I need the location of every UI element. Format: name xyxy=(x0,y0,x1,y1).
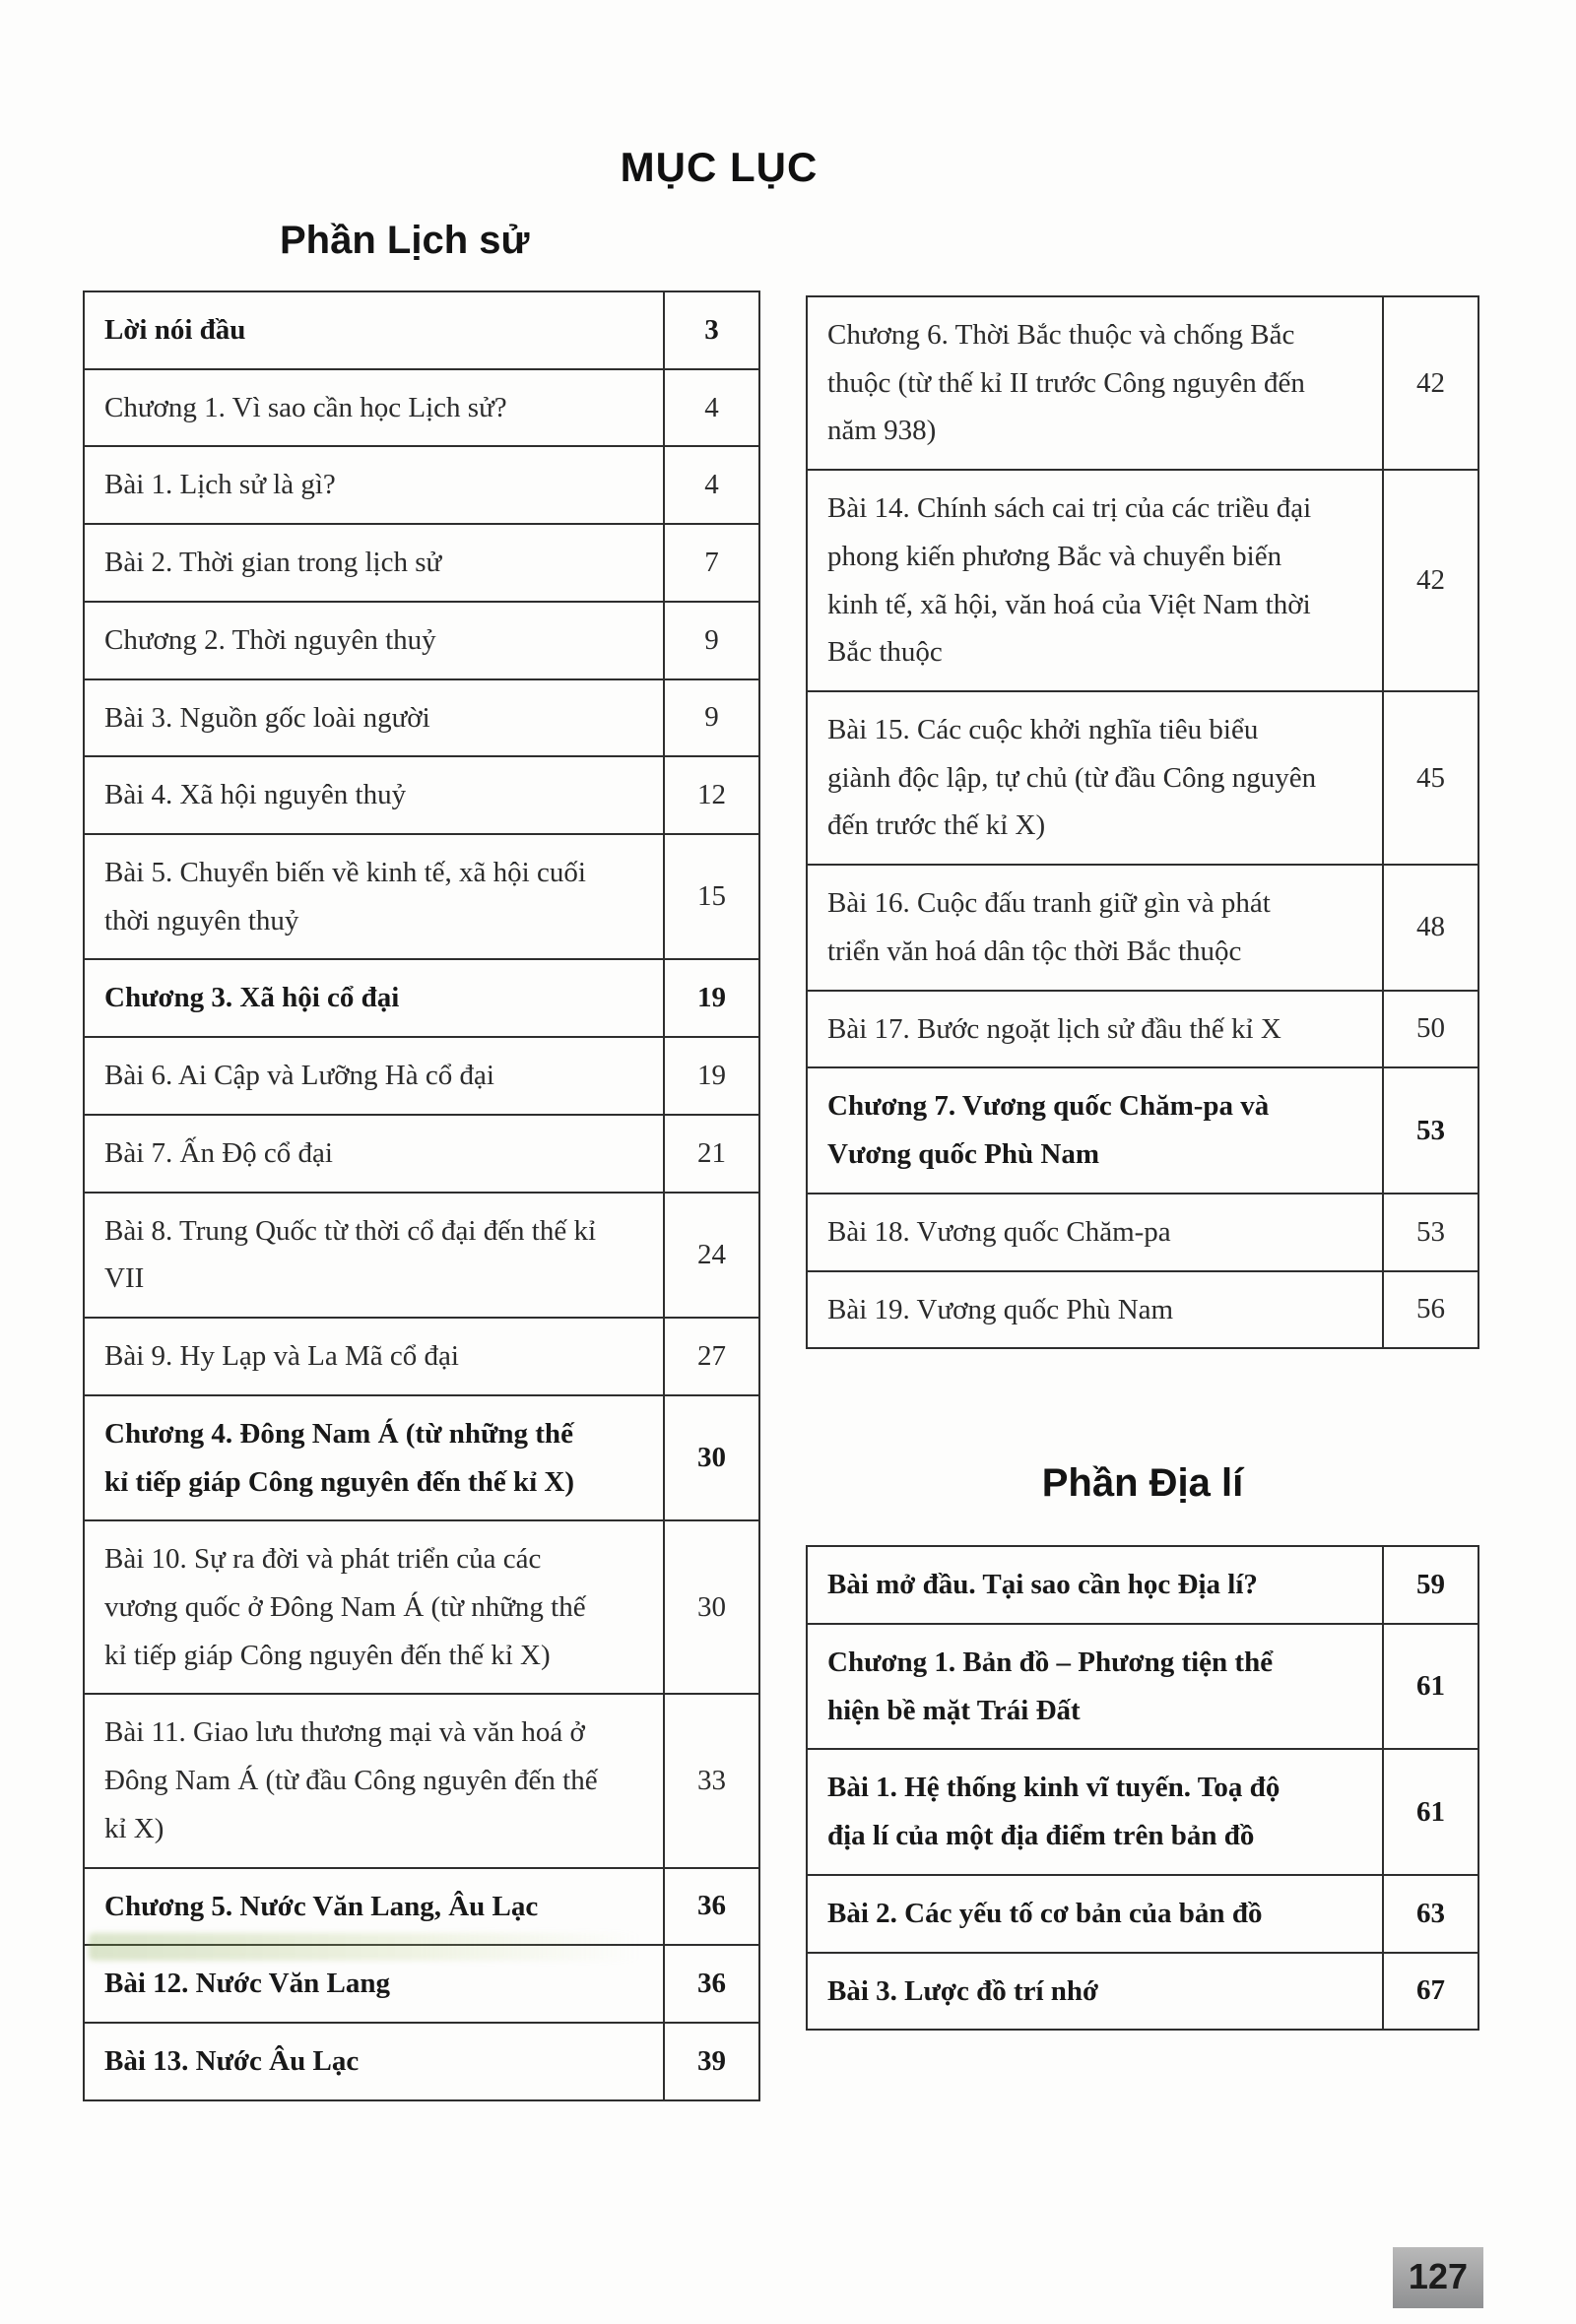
toc-row xyxy=(84,1694,759,1867)
toc-row xyxy=(807,470,1478,691)
toc-entry-title: Bài 17. Bước ngoặt lịch sử đầu thế kỉ X xyxy=(807,991,1383,1068)
toc-entry-page: 39 xyxy=(664,2023,759,2100)
toc-entry-page: 19 xyxy=(664,959,759,1037)
toc-row xyxy=(84,1193,759,1318)
toc-entry-title: Chương 5. Nước Văn Lang, Âu Lạc xyxy=(84,1868,664,1946)
toc-entry-page: 4 xyxy=(664,446,759,524)
toc-entry-page: 21 xyxy=(664,1115,759,1193)
toc-row xyxy=(807,1953,1478,2031)
toc-entry-title: Bài 2. Các yếu tố cơ bản của bản đồ xyxy=(807,1875,1383,1953)
toc-entry-page: 24 xyxy=(664,1193,759,1318)
toc-entry-title: Bài 5. Chuyển biến về kinh tế, xã hội cuối thời nguyên thuỷ xyxy=(84,834,664,959)
toc-entry-title: Bài 10. Sự ra đời và phát triển của các vương quốc ở Đông Nam Á (từ những thế kỉ tiếp giáp Công nguyên đến thế kỉ X) xyxy=(84,1520,664,1694)
history-column-left xyxy=(83,219,760,2101)
toc-entry-page: 42 xyxy=(1383,470,1478,691)
toc-entry-page: 42 xyxy=(1383,296,1478,470)
toc-entry-page: 50 xyxy=(1383,991,1478,1068)
toc-row xyxy=(807,1875,1478,1953)
history-table-right xyxy=(806,295,1479,1349)
toc-entry-page: 9 xyxy=(664,602,759,679)
toc-row xyxy=(84,1318,759,1395)
toc-entry-page: 3 xyxy=(664,291,759,369)
toc-entry-page: 36 xyxy=(664,1945,759,2023)
toc-row xyxy=(807,1271,1478,1349)
section-heading-history: Phần Lịch sử xyxy=(280,219,530,262)
toc-entry-title: Chương 1. Vì sao cần học Lịch sử? xyxy=(84,369,664,447)
toc-entry-page: 61 xyxy=(1383,1749,1478,1874)
toc-entry-page: 67 xyxy=(1383,1953,1478,2031)
toc-entry-page: 19 xyxy=(664,1037,759,1115)
page-title: MỤC LỤC xyxy=(620,144,819,190)
history-geography-column-right xyxy=(806,295,1479,2031)
toc-entry-title: Bài 18. Vương quốc Chăm-pa xyxy=(807,1194,1383,1271)
toc-entry-page: 30 xyxy=(664,1395,759,1520)
toc-entry-title: Bài 1. Lịch sử là gì? xyxy=(84,446,664,524)
geography-table xyxy=(806,1545,1479,2031)
toc-entry-page: 53 xyxy=(1383,1067,1478,1193)
toc-entry-title: Bài 4. Xã hội nguyên thuỷ xyxy=(84,756,664,834)
toc-entry-title: Bài 14. Chính sách cai trị của các triều đại phong kiến phương Bắc và chuyển biến kinh tế, xã hội, văn hoá của Việt Nam thời Bắc thuộc xyxy=(807,470,1383,691)
toc-row xyxy=(807,1194,1478,1271)
toc-row xyxy=(84,1520,759,1694)
toc-entry-title: Bài 7. Ấn Độ cổ đại xyxy=(84,1115,664,1193)
toc-row xyxy=(84,2023,759,2100)
toc-entry-title: Bài 16. Cuộc đấu tranh giữ gìn và phát triển văn hoá dân tộc thời Bắc thuộc xyxy=(807,865,1383,990)
toc-entry-page: 45 xyxy=(1383,691,1478,865)
toc-entry-title: Chương 3. Xã hội cổ đại xyxy=(84,959,664,1037)
page-number-badge: 127 xyxy=(1393,2247,1483,2308)
toc-entry-page: 63 xyxy=(1383,1875,1478,1953)
toc-entry-title: Bài mở đầu. Tại sao cần học Địa lí? xyxy=(807,1546,1383,1624)
toc-row xyxy=(84,1868,759,1946)
toc-entry-page: 4 xyxy=(664,369,759,447)
toc-row xyxy=(84,291,759,369)
toc-row xyxy=(84,1395,759,1520)
section-heading-geography: Phần Địa lí xyxy=(1041,1461,1244,1506)
toc-row xyxy=(807,296,1478,470)
toc-entry-title: Chương 6. Thời Bắc thuộc và chống Bắc thuộc (từ thế kỉ II trước Công nguyên đến năm 938) xyxy=(807,296,1383,470)
toc-row xyxy=(807,1067,1478,1193)
toc-entry-page: 59 xyxy=(1383,1546,1478,1624)
toc-row xyxy=(84,524,759,602)
toc-entry-title: Bài 13. Nước Âu Lạc xyxy=(84,2023,664,2100)
toc-row xyxy=(84,834,759,959)
toc-entry-page: 48 xyxy=(1383,865,1478,990)
toc-entry-title: Bài 1. Hệ thống kinh vĩ tuyến. Toạ độ địa lí của một địa điểm trên bản đồ xyxy=(807,1749,1383,1874)
toc-row xyxy=(84,1945,759,2023)
toc-row xyxy=(807,691,1478,865)
toc-entry-page: 9 xyxy=(664,679,759,757)
toc-entry-page: 30 xyxy=(664,1520,759,1694)
toc-entry-page: 61 xyxy=(1383,1624,1478,1749)
toc-row xyxy=(84,679,759,757)
toc-entry-page: 27 xyxy=(664,1318,759,1395)
history-table-left xyxy=(83,290,760,2101)
toc-entry-title: Bài 15. Các cuộc khởi nghĩa tiêu biểu giành độc lập, tự chủ (từ đầu Công nguyên đến trước thế kỉ X) xyxy=(807,691,1383,865)
toc-row xyxy=(807,1749,1478,1874)
toc-entry-title: Bài 3. Lược đồ trí nhớ xyxy=(807,1953,1383,2031)
toc-entry-title: Chương 4. Đông Nam Á (từ những thế kỉ tiếp giáp Công nguyên đến thế kỉ X) xyxy=(84,1395,664,1520)
toc-entry-title: Bài 6. Ai Cập và Lưỡng Hà cổ đại xyxy=(84,1037,664,1115)
toc-row xyxy=(807,1624,1478,1749)
toc-entry-title: Bài 11. Giao lưu thương mại và văn hoá ở Đông Nam Á (từ đầu Công nguyên đến thế kỉ X) xyxy=(84,1694,664,1867)
toc-entry-title: Bài 3. Nguồn gốc loài người xyxy=(84,679,664,757)
toc-entry-title: Bài 19. Vương quốc Phù Nam xyxy=(807,1271,1383,1349)
toc-row xyxy=(84,602,759,679)
toc-entry-title: Chương 2. Thời nguyên thuỷ xyxy=(84,602,664,679)
toc-entry-page: 56 xyxy=(1383,1271,1478,1349)
toc-entry-page: 15 xyxy=(664,834,759,959)
toc-entry-title: Bài 2. Thời gian trong lịch sử xyxy=(84,524,664,602)
toc-entry-page: 12 xyxy=(664,756,759,834)
toc-row xyxy=(84,1037,759,1115)
toc-row xyxy=(84,446,759,524)
toc-entry-page: 36 xyxy=(664,1868,759,1946)
toc-entry-title: Bài 12. Nước Văn Lang xyxy=(84,1945,664,2023)
toc-entry-page: 7 xyxy=(664,524,759,602)
toc-entry-page: 33 xyxy=(664,1694,759,1867)
toc-row xyxy=(84,959,759,1037)
toc-entry-title: Bài 9. Hy Lạp và La Mã cổ đại xyxy=(84,1318,664,1395)
toc-row xyxy=(807,865,1478,990)
toc-entry-title: Bài 8. Trung Quốc từ thời cổ đại đến thế kỉ VII xyxy=(84,1193,664,1318)
toc-row xyxy=(84,369,759,447)
toc-entry-title: Chương 1. Bản đồ – Phương tiện thể hiện bề mặt Trái Đất xyxy=(807,1624,1383,1749)
toc-row xyxy=(807,991,1478,1068)
toc-entry-page: 53 xyxy=(1383,1194,1478,1271)
toc-entry-title: Chương 7. Vương quốc Chăm-pa và Vương quốc Phù Nam xyxy=(807,1067,1383,1193)
toc-row xyxy=(84,756,759,834)
toc-row xyxy=(807,1546,1478,1624)
toc-row xyxy=(84,1115,759,1193)
toc-entry-title: Lời nói đầu xyxy=(84,291,664,369)
